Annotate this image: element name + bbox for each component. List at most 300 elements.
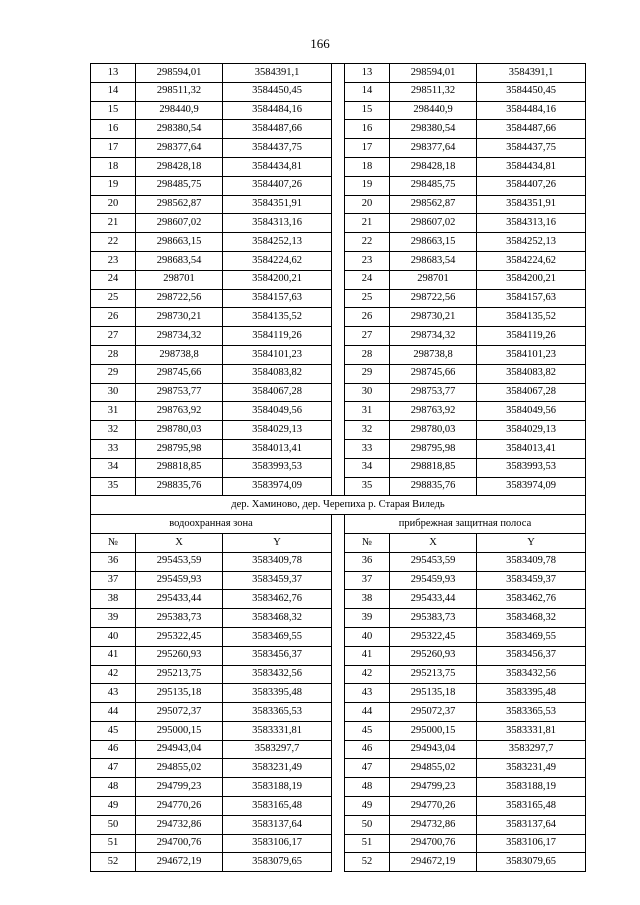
left-x-coordinate: 295260,93 [136,646,223,665]
table-row [91,721,586,740]
column-gap [332,308,345,327]
right-y-coordinate: 3583395,48 [477,684,586,703]
right-y-coordinate: 3584029,13 [477,421,586,440]
right-point-number: 29 [345,364,390,383]
left-x-coordinate: 298795,98 [136,439,223,458]
left-y-coordinate: 3583462,76 [223,590,332,609]
right-x-coordinate: 295213,75 [390,665,477,684]
left-point-number: 15 [91,101,136,120]
right-y-coordinate: 3583409,78 [477,552,586,571]
column-gap [332,571,345,590]
column-header-row [91,533,586,552]
right-point-number: 45 [345,721,390,740]
section-caption-row [91,496,586,515]
column-gap [332,759,345,778]
left-point-number: 51 [91,834,136,853]
column-gap [332,157,345,176]
right-point-number: 18 [345,157,390,176]
left-x-coordinate: 295383,73 [136,609,223,628]
left-point-number: 21 [91,214,136,233]
right-x-coordinate: 298722,56 [390,289,477,308]
right-x-coordinate: 298795,98 [390,439,477,458]
right-point-number: 24 [345,270,390,289]
right-y-coordinate: 3584067,28 [477,383,586,402]
right-x-coordinate: 298835,76 [390,477,477,496]
right-y-coordinate: 3584484,16 [477,101,586,120]
left-point-number: 27 [91,327,136,346]
right-y-coordinate: 3584391,1 [477,64,586,83]
right-y-coordinate: 3584450,45 [477,82,586,101]
left-point-number: 52 [91,853,136,872]
left-x-coordinate: 294943,04 [136,740,223,759]
table-row [91,477,586,496]
left-point-number: 50 [91,815,136,834]
left-point-number: 23 [91,251,136,270]
table-row [91,439,586,458]
left-point-number: 17 [91,139,136,158]
right-y-coordinate: 3584101,23 [477,345,586,364]
table-row [91,120,586,139]
left-point-number: 40 [91,627,136,646]
right-point-number: 36 [345,552,390,571]
left-y-coordinate: 3583459,37 [223,571,332,590]
right-y-coordinate: 3583459,37 [477,571,586,590]
left-point-number: 16 [91,120,136,139]
column-gap [332,176,345,195]
left-x-coordinate: 294732,86 [136,815,223,834]
left-point-number: 29 [91,364,136,383]
right-point-number: 22 [345,233,390,252]
table-row [91,308,586,327]
right-x-coordinate: 298607,02 [390,214,477,233]
table-row [91,684,586,703]
column-gap [332,101,345,120]
left-y-coordinate: 3584224,62 [223,251,332,270]
right-x-coordinate: 298663,15 [390,233,477,252]
column-gap [332,120,345,139]
left-point-number: 25 [91,289,136,308]
right-y-coordinate: 3584487,66 [477,120,586,139]
left-point-number: 34 [91,458,136,477]
column-gap [332,251,345,270]
left-y-coordinate: 3584157,63 [223,289,332,308]
left-x-coordinate: 295135,18 [136,684,223,703]
column-gap [332,477,345,496]
right-x-coordinate: 295459,93 [390,571,477,590]
right-x-coordinate: 298753,77 [390,383,477,402]
right-x-coordinate: 298562,87 [390,195,477,214]
left-x-coordinate: 298730,21 [136,308,223,327]
right-x-coordinate: 294672,19 [390,853,477,872]
left-y-coordinate: 3583165,48 [223,797,332,816]
left-x-coordinate: 298594,01 [136,64,223,83]
right-point-number: 27 [345,327,390,346]
table-row [91,703,586,722]
left-point-number: 42 [91,665,136,684]
table-row [91,327,586,346]
right-y-coordinate: 3584119,26 [477,327,586,346]
right-y-coordinate: 3583993,53 [477,458,586,477]
left-y-coordinate: 3583079,65 [223,853,332,872]
right-y-coordinate: 3584157,63 [477,289,586,308]
left-x-coordinate: 298763,92 [136,402,223,421]
left-point-number: 30 [91,383,136,402]
right-y-coordinate: 3584313,16 [477,214,586,233]
left-point-number: 43 [91,684,136,703]
left-y-coordinate: 3583231,49 [223,759,332,778]
right-y-coordinate: 3584351,91 [477,195,586,214]
table-row [91,233,586,252]
column-gap [332,684,345,703]
left-point-number: 44 [91,703,136,722]
column-gap [332,834,345,853]
left-y-coordinate: 3583993,53 [223,458,332,477]
right-x-coordinate: 295135,18 [390,684,477,703]
table-row [91,458,586,477]
left-y-coordinate: 3584484,16 [223,101,332,120]
column-gap [332,439,345,458]
table-row [91,609,586,628]
table-row [91,759,586,778]
table-row [91,139,586,158]
left-x-coordinate: 294700,76 [136,834,223,853]
left-y-coordinate: 3584101,23 [223,345,332,364]
right-y-coordinate: 3584135,52 [477,308,586,327]
right-y-coordinate: 3583331,81 [477,721,586,740]
zone-header-row [91,515,586,534]
table-row [91,815,586,834]
right-x-coordinate: 298440,9 [390,101,477,120]
left-point-number: 47 [91,759,136,778]
left-y-coordinate: 3584029,13 [223,421,332,440]
right-point-number: 51 [345,834,390,853]
left-point-number: 22 [91,233,136,252]
left-y-coordinate: 3584487,66 [223,120,332,139]
column-gap [332,82,345,101]
right-y-coordinate: 3584252,13 [477,233,586,252]
right-y-coordinate: 3584083,82 [477,364,586,383]
table-row [91,157,586,176]
right-point-number: 42 [345,665,390,684]
table-row [91,797,586,816]
left-point-number: 19 [91,176,136,195]
right-x-coordinate: 295453,59 [390,552,477,571]
left-point-number: 33 [91,439,136,458]
right-point-number: 48 [345,778,390,797]
left-x-coordinate: 298818,85 [136,458,223,477]
table-row [91,665,586,684]
right-point-number: 41 [345,646,390,665]
left-x-coordinate: 298734,32 [136,327,223,346]
left-x-coordinate: 295459,93 [136,571,223,590]
left-x-coordinate: 298701 [136,270,223,289]
right-x-coordinate: 298511,32 [390,82,477,101]
right-y-coordinate: 3583165,48 [477,797,586,816]
left-y-coordinate: 3584135,52 [223,308,332,327]
left-x-header: X [136,533,223,552]
column-gap [332,421,345,440]
right-y-header: Y [477,533,586,552]
left-y-header: Y [223,533,332,552]
left-x-coordinate: 298683,54 [136,251,223,270]
left-x-coordinate: 295322,45 [136,627,223,646]
right-point-number: 21 [345,214,390,233]
column-gap [332,214,345,233]
right-point-number: 43 [345,684,390,703]
table-row [91,251,586,270]
left-y-coordinate: 3584252,13 [223,233,332,252]
left-x-coordinate: 294672,19 [136,853,223,872]
left-y-coordinate: 3584013,41 [223,439,332,458]
left-y-coordinate: 3584351,91 [223,195,332,214]
left-point-number: 31 [91,402,136,421]
right-point-number: 34 [345,458,390,477]
right-y-coordinate: 3583468,32 [477,609,586,628]
column-gap [332,64,345,83]
right-y-coordinate: 3583297,7 [477,740,586,759]
left-point-number: 39 [91,609,136,628]
left-point-number: 36 [91,552,136,571]
right-y-coordinate: 3583365,53 [477,703,586,722]
table-row [91,214,586,233]
left-y-coordinate: 3584119,26 [223,327,332,346]
left-y-coordinate: 3583468,32 [223,609,332,628]
left-point-number: 14 [91,82,136,101]
column-gap [332,270,345,289]
right-x-coordinate: 295072,37 [390,703,477,722]
right-y-coordinate: 3584224,62 [477,251,586,270]
right-point-number: 46 [345,740,390,759]
right-x-coordinate: 295383,73 [390,609,477,628]
section-caption: дер. Хаминово, дер. Черепиха р. Старая Виледь [91,496,586,515]
left-x-coordinate: 298738,8 [136,345,223,364]
table-row [91,590,586,609]
table-row [91,195,586,214]
right-y-coordinate: 3583137,64 [477,815,586,834]
column-gap [332,797,345,816]
table-row [91,289,586,308]
right-point-number: 20 [345,195,390,214]
right-x-coordinate: 295322,45 [390,627,477,646]
left-point-number: 48 [91,778,136,797]
right-point-number: 50 [345,815,390,834]
column-gap [332,609,345,628]
left-y-coordinate: 3584434,81 [223,157,332,176]
left-y-coordinate: 3583469,55 [223,627,332,646]
right-y-coordinate: 3584434,81 [477,157,586,176]
left-x-coordinate: 295000,15 [136,721,223,740]
left-y-coordinate: 3583456,37 [223,646,332,665]
right-x-coordinate: 294732,86 [390,815,477,834]
left-point-number: 28 [91,345,136,364]
table-row [91,778,586,797]
left-y-coordinate: 3583188,19 [223,778,332,797]
column-gap [332,345,345,364]
right-x-coordinate: 298745,66 [390,364,477,383]
right-x-coordinate: 295260,93 [390,646,477,665]
right-point-number: 38 [345,590,390,609]
right-zone-title: прибрежная защитная полоса [345,515,586,534]
right-x-coordinate: 298377,64 [390,139,477,158]
right-x-coordinate: 298594,01 [390,64,477,83]
left-point-number: 38 [91,590,136,609]
left-point-number: 35 [91,477,136,496]
left-point-number: 18 [91,157,136,176]
left-num-header: № [91,533,136,552]
right-x-coordinate: 298730,21 [390,308,477,327]
left-x-coordinate: 298511,32 [136,82,223,101]
left-y-coordinate: 3584450,45 [223,82,332,101]
right-point-number: 30 [345,383,390,402]
right-x-coordinate: 298380,54 [390,120,477,139]
table-row [91,853,586,872]
right-point-number: 26 [345,308,390,327]
column-gap [332,515,345,534]
column-gap [332,552,345,571]
right-point-number: 23 [345,251,390,270]
right-point-number: 39 [345,609,390,628]
right-y-coordinate: 3584200,21 [477,270,586,289]
left-y-coordinate: 3583409,78 [223,552,332,571]
left-x-coordinate: 298722,56 [136,289,223,308]
right-x-coordinate: 298734,32 [390,327,477,346]
left-point-number: 46 [91,740,136,759]
left-y-coordinate: 3583106,17 [223,834,332,853]
left-point-number: 26 [91,308,136,327]
right-y-coordinate: 3583462,76 [477,590,586,609]
left-point-number: 37 [91,571,136,590]
right-y-coordinate: 3583974,09 [477,477,586,496]
right-x-coordinate: 294700,76 [390,834,477,853]
right-point-number: 47 [345,759,390,778]
left-y-coordinate: 3583137,64 [223,815,332,834]
right-point-number: 14 [345,82,390,101]
right-point-number: 52 [345,853,390,872]
right-point-number: 19 [345,176,390,195]
right-y-coordinate: 3583231,49 [477,759,586,778]
left-x-coordinate: 298835,76 [136,477,223,496]
left-point-number: 24 [91,270,136,289]
left-point-number: 13 [91,64,136,83]
column-gap [332,364,345,383]
right-point-number: 49 [345,797,390,816]
right-point-number: 32 [345,421,390,440]
right-x-header: X [390,533,477,552]
right-point-number: 28 [345,345,390,364]
right-point-number: 13 [345,64,390,83]
right-point-number: 37 [345,571,390,590]
left-x-coordinate: 298753,77 [136,383,223,402]
column-gap [332,590,345,609]
left-x-coordinate: 298663,15 [136,233,223,252]
column-gap [332,233,345,252]
right-point-number: 31 [345,402,390,421]
left-y-coordinate: 3584407,26 [223,176,332,195]
column-gap [332,815,345,834]
column-gap [332,853,345,872]
column-gap [332,740,345,759]
right-num-header: № [345,533,390,552]
left-y-coordinate: 3583395,48 [223,684,332,703]
right-x-coordinate: 298428,18 [390,157,477,176]
left-y-coordinate: 3584067,28 [223,383,332,402]
right-x-coordinate: 298485,75 [390,176,477,195]
left-x-coordinate: 298745,66 [136,364,223,383]
left-x-coordinate: 294799,23 [136,778,223,797]
table-row [91,176,586,195]
column-gap [332,383,345,402]
left-x-coordinate: 298377,64 [136,139,223,158]
table-row [91,627,586,646]
column-gap [332,646,345,665]
right-x-coordinate: 298763,92 [390,402,477,421]
right-x-coordinate: 294943,04 [390,740,477,759]
column-gap [332,703,345,722]
table-row [91,364,586,383]
column-gap [332,458,345,477]
column-gap [332,533,345,552]
left-point-number: 32 [91,421,136,440]
right-point-number: 44 [345,703,390,722]
left-y-coordinate: 3583331,81 [223,721,332,740]
column-gap [332,195,345,214]
table-row [91,834,586,853]
left-point-number: 20 [91,195,136,214]
coordinates-table [90,63,586,872]
left-x-coordinate: 298428,18 [136,157,223,176]
left-y-coordinate: 3583432,56 [223,665,332,684]
left-y-coordinate: 3583974,09 [223,477,332,496]
right-point-number: 25 [345,289,390,308]
table-row [91,64,586,83]
column-gap [332,627,345,646]
table-row [91,383,586,402]
right-x-coordinate: 294770,26 [390,797,477,816]
right-y-coordinate: 3583469,55 [477,627,586,646]
left-x-coordinate: 295453,59 [136,552,223,571]
table-row [91,552,586,571]
left-y-coordinate: 3584391,1 [223,64,332,83]
left-y-coordinate: 3584049,56 [223,402,332,421]
right-x-coordinate: 295000,15 [390,721,477,740]
left-y-coordinate: 3583297,7 [223,740,332,759]
right-x-coordinate: 294799,23 [390,778,477,797]
right-y-coordinate: 3584013,41 [477,439,586,458]
left-x-coordinate: 298607,02 [136,214,223,233]
left-y-coordinate: 3583365,53 [223,703,332,722]
left-y-coordinate: 3584313,16 [223,214,332,233]
right-y-coordinate: 3584407,26 [477,176,586,195]
left-y-coordinate: 3584083,82 [223,364,332,383]
right-y-coordinate: 3583432,56 [477,665,586,684]
table-row [91,82,586,101]
right-y-coordinate: 3583106,17 [477,834,586,853]
table-row [91,421,586,440]
left-point-number: 45 [91,721,136,740]
right-point-number: 33 [345,439,390,458]
column-gap [332,721,345,740]
left-x-coordinate: 294855,02 [136,759,223,778]
table-row [91,402,586,421]
left-x-coordinate: 298780,03 [136,421,223,440]
left-x-coordinate: 298380,54 [136,120,223,139]
right-x-coordinate: 295433,44 [390,590,477,609]
right-y-coordinate: 3583079,65 [477,853,586,872]
left-point-number: 49 [91,797,136,816]
table-row [91,270,586,289]
table-row [91,101,586,120]
left-x-coordinate: 298562,87 [136,195,223,214]
